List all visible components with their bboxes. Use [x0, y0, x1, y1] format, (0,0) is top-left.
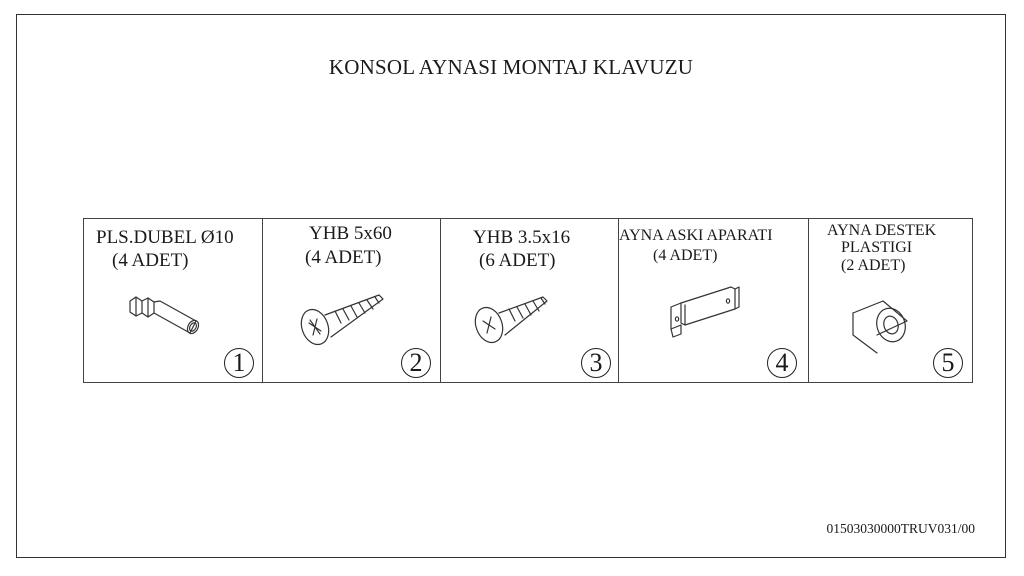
part-name: YHB 3.5x16 [473, 227, 571, 248]
page-title: KONSOL AYNASI MONTAJ KLAVUZU [328, 55, 694, 79]
part-cell-3 [440, 219, 618, 382]
guide-sheet [16, 14, 1006, 558]
part-quantity: (4 ADET) [305, 247, 382, 268]
part-cell-5 [808, 219, 974, 382]
screw-icon [295, 289, 387, 355]
wall-plug-icon [124, 291, 204, 341]
part-name: PLS.DUBEL Ø10 [96, 227, 234, 248]
part-cell-2 [262, 219, 440, 382]
part-name: AYNA ASKI APARATI [619, 227, 773, 244]
part-name-line1: AYNA DESTEK [827, 222, 937, 239]
part-name: YHB 5x60 [309, 223, 392, 244]
document-code: 01503030000TRUV031/00 [826, 521, 975, 536]
part-quantity: (4 ADET) [653, 247, 718, 264]
plastic-spacer-icon [845, 295, 915, 355]
part-number-badge: 1 [224, 348, 254, 378]
part-number-badge: 4 [767, 348, 797, 378]
mirror-hanger-bracket-icon [661, 279, 741, 349]
part-number-badge: 5 [933, 348, 963, 378]
part-name-line2: PLASTIGI [841, 239, 913, 256]
part-quantity: (2 ADET) [841, 257, 906, 274]
parts-table [83, 218, 973, 383]
part-number-badge: 3 [581, 348, 611, 378]
part-cell-4 [618, 219, 808, 382]
part-number-badge: 2 [401, 348, 431, 378]
part-cell-1 [84, 219, 262, 382]
part-quantity: (4 ADET) [112, 250, 189, 271]
part-quantity: (6 ADET) [479, 250, 556, 271]
screw-icon [469, 289, 561, 355]
